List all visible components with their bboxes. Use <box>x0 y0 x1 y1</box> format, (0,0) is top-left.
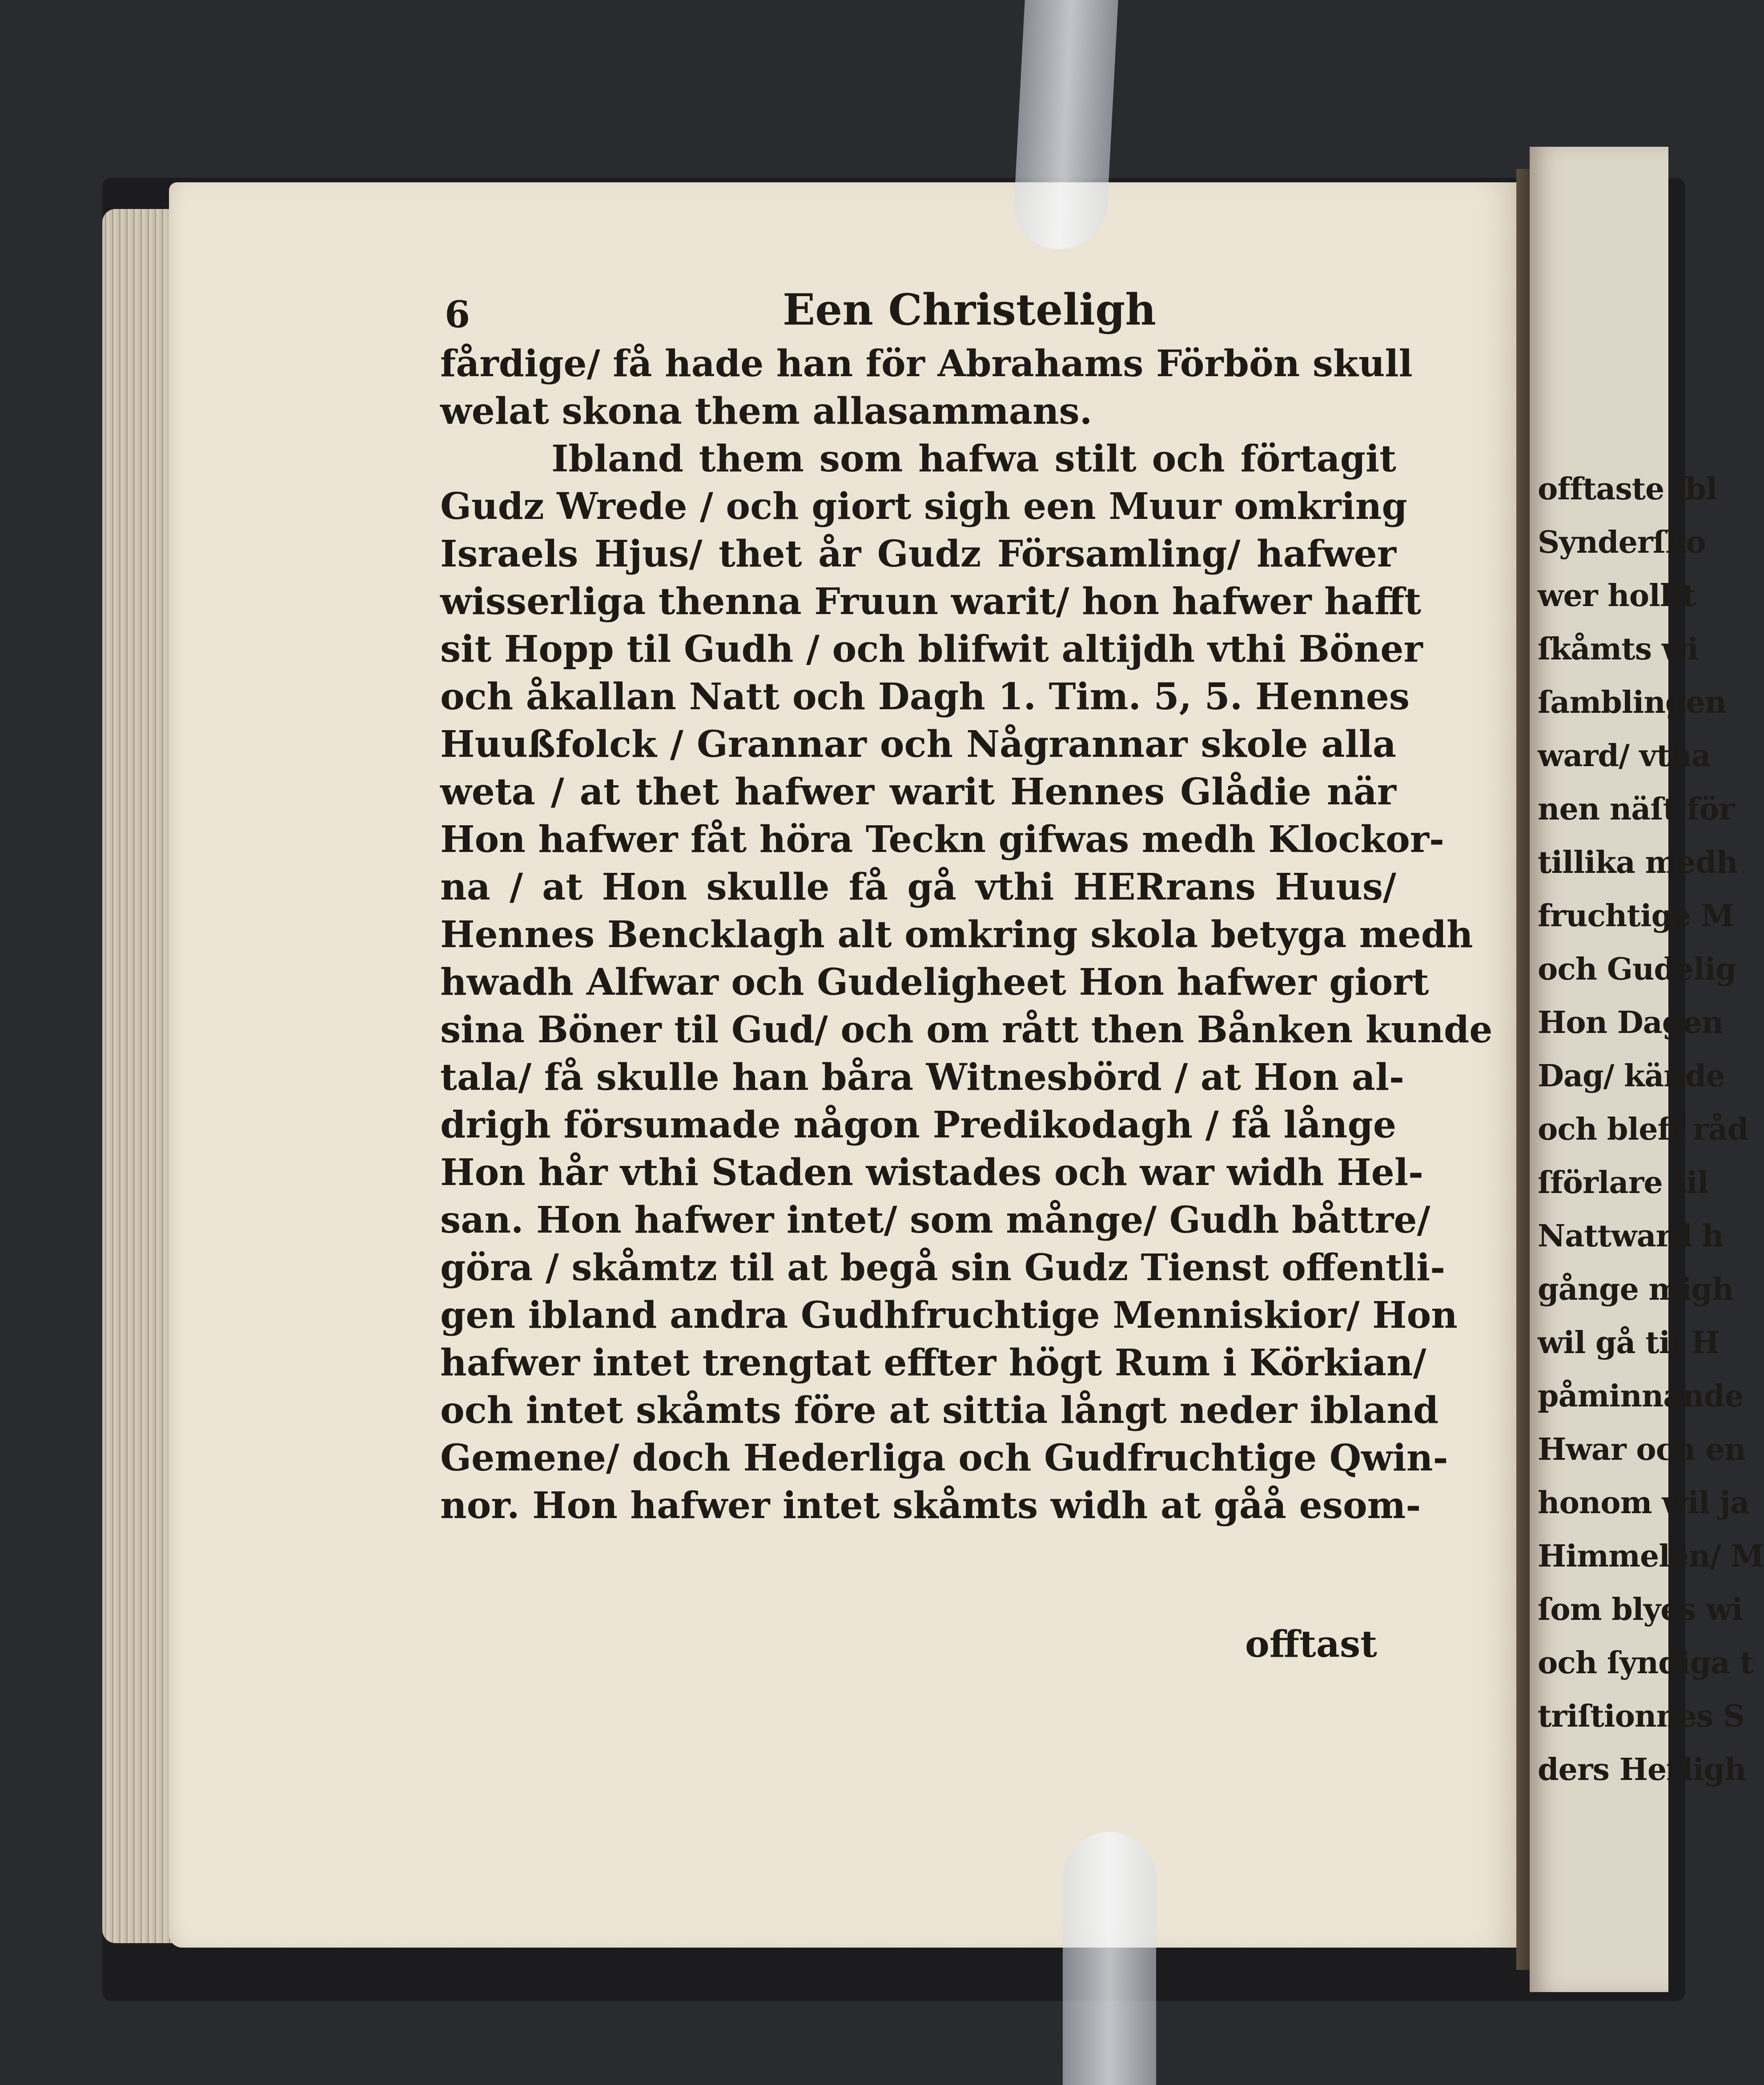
facing-line: Hwar och en <box>1538 1432 1746 1467</box>
text-line: fårdige/ få hade han för Abrahams Förbön skull <box>440 342 1413 385</box>
facing-line: ders Herligh <box>1538 1752 1746 1788</box>
text-line: Hon hafwer fåt höra Teckn gifwas medh Klockor- <box>440 818 1445 861</box>
text-line: drigh försumade någon Predikodagh / få långe <box>440 1104 1396 1146</box>
text-line: göra / skåmtz til at begå sin Gudz Tienst offentli- <box>440 1246 1446 1289</box>
facing-line: nen näſt för <box>1538 791 1735 827</box>
text-line: nor. Hon hafwer intet skåmts widh at gåå esom- <box>440 1484 1421 1527</box>
text-line: Gudz Wrede / och giort sigh een Muur omkring <box>440 485 1407 528</box>
facing-line: Himmelen/ M <box>1538 1539 1764 1574</box>
text-line: Huußfolck / Grannar och Någrannar skole alla <box>440 723 1396 766</box>
facing-line: och ſyndiga t <box>1538 1645 1754 1681</box>
facing-line: honom wil ja <box>1538 1485 1749 1521</box>
facing-line: wil gå til H <box>1538 1325 1720 1361</box>
facing-line: tillika medh <box>1538 845 1738 880</box>
text-line: na / at Hon skulle få gå vthi HERrans Huus/ <box>440 866 1396 908</box>
text-line: hwadh Alfwar och Gudeligheet Hon hafwer giort <box>440 961 1429 1004</box>
text-line: sina Böner til Gud/ och om rått then Bånken kunde <box>440 1008 1493 1051</box>
facing-line: gånge migh <box>1538 1272 1734 1307</box>
page-number: 6 <box>445 293 470 336</box>
text-line: welat skona them allasammans. <box>440 390 1093 433</box>
facing-line: ſkåmts wi <box>1538 631 1699 667</box>
text-line: wisserliga thenna Fruun warit/ hon hafwer hafft <box>440 580 1422 623</box>
facing-line: fruchtige M <box>1538 898 1734 934</box>
facing-line: ſom blyes wi <box>1538 1592 1743 1627</box>
text-line: san. Hon hafwer intet/ som månge/ Gudh båttre/ <box>440 1199 1430 1241</box>
facing-line: och bleff råd <box>1538 1112 1748 1147</box>
text-line: gen ibland andra Gudhfruchtige Menniskior/ Hon <box>440 1294 1458 1337</box>
text-line: Hon hår vthi Staden wistades och war widh Hel- <box>440 1151 1424 1194</box>
facing-line: ſamblingen <box>1538 685 1727 720</box>
catchword: offtast <box>1245 1623 1378 1666</box>
facing-line: ward/ vtha <box>1538 738 1711 774</box>
text-line: Israels Hjus/ thet år Gudz Församling/ hafwer <box>440 533 1396 575</box>
facing-line: Nattward h <box>1538 1218 1724 1254</box>
text-line: Gemene/ doch Hederliga och Gudfruchtige Qwin- <box>440 1437 1448 1479</box>
text-line: tala/ få skulle han båra Witnesbörd / at Hon al- <box>440 1056 1405 1099</box>
text-line: sit Hopp til Gudh / och blifwit altijdh vthi Böner <box>440 628 1423 671</box>
facing-line: Dag/ kände <box>1538 1058 1725 1094</box>
text-line: hafwer intet trengtat effter högt Rum i Körkian/ <box>440 1342 1426 1384</box>
text-line: och åkallan Natt och Dagh 1. Tim. 5, 5. Hennes <box>440 675 1410 718</box>
running-head: Een Christeligh <box>783 285 1157 335</box>
text-line: Hennes Bencklagh alt omkring skola betyga medh <box>440 913 1473 956</box>
facing-line: triſtionnes S <box>1538 1699 1745 1734</box>
facing-line: ſförlare til <box>1538 1165 1708 1201</box>
page-edges <box>102 209 178 1943</box>
facing-line: påminnande <box>1538 1378 1744 1414</box>
text-line: Ibland them som hafwa stilt och förtagit <box>551 438 1396 480</box>
facing-line: och Gudelig <box>1538 952 1736 987</box>
facing-line: offtaste ibl <box>1538 471 1717 507</box>
page-clip-top <box>1012 0 1118 249</box>
text-line: och intet skåmts före at sittia långt neder ibland <box>440 1389 1439 1432</box>
facing-line: wer hollit <box>1538 578 1696 614</box>
facing-page <box>1530 147 1764 1992</box>
facing-line: Hon Dagen <box>1538 1005 1723 1040</box>
facing-line: Synderſko <box>1538 525 1706 560</box>
text-line: weta / at thet hafwer warit Hennes Glådie när <box>440 771 1396 813</box>
body-text <box>440 340 1493 1530</box>
page-clip-bottom <box>1063 1832 1156 2085</box>
